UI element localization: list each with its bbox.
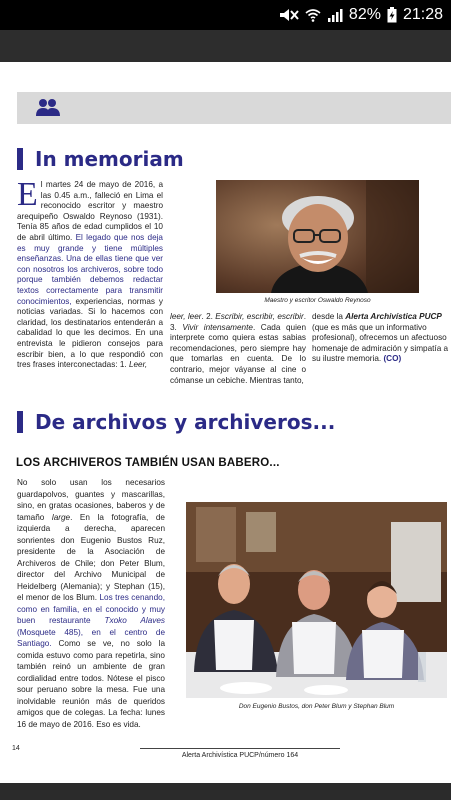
section-title-archivos: De archivos y archiveros... [35,410,336,434]
portrait-caption: Maestro y escritor Oswaldo Reynoso [264,297,371,304]
memoriam-column-3: desde la Alerta Archivística PUCP (que es más que un informativo profesional), ofrecemos un afectuoso homenaje de admiración y simpatía a su ilustre memoria. (CO) [312,312,449,364]
status-bar [0,0,451,30]
dinner-photo [186,502,447,698]
dinner-image [186,502,447,698]
mute-icon [279,8,299,22]
article-subheading: LOS ARCHIVEROS TAMBIÉN USAN BABERO... [16,457,280,469]
portrait-photo [216,180,419,293]
status-icons [279,4,443,26]
section-title-in-memoriam: In memoriam [35,147,184,171]
dinner-caption: Don Eugenio Bustos, don Peter Blum y Stephan Blum [238,703,395,710]
memoriam-column-1: El martes 24 de mayo de 2016, a las 0.45 a.m., falleció en Lima el reconocido escritor y maestro arequipeño Oswaldo Reynoso (1931). Tenía 85 años de edad cumplidos el 10 de abril último. El legado que nos deja es muy grande y tiene múltiples enseñanzas. Una de ellas tiene que ver con nosotros los archiveros, sobre todo porque también debemos redactar textos correctamente para transmitir conocimientos, experiencias, normas y noticias variadas. Si lo hacemos con claridad, los destinatarios entenderán a cabalidad lo que les decimos. En una entrevista le pidieron consejos para escribir bien, a lo que respondió con tres frases interconectadas: 1. Leer, [17,176,163,370]
wifi-icon [305,8,321,22]
header-band [17,92,451,124]
portrait-image [216,180,419,293]
contact-link[interactable]: (CO) [383,354,402,364]
drop-cap: E [17,176,38,213]
battery-charging-icon [387,7,397,23]
archivos-column: No solo usan los necesarios guardapolvos, guantes y mascarillas, sino, en gratas ocasiones, baberos y de tamaño large. En la fotografía, de izquierda a derecha, aparecen sonrientes don Eugenio Bustos Ruz, presidente de la Asociación de Archiveros de Chile; don Peter Blum, director del Archivo Municipal de Heidelberg (Alemania); y Stephan (15), el menor de los Blum. Los tres cenando, como en familia, en el conocido y muy buen restaurante Txoko Alaves (Mosquete 485), en el centro de Santiago. Como se ve, no solo la comida estuvo como para repetirla, sino también reinó un ambiente de gran cordialidad entre todos. Nótese el pisco sour peruano sobre la mesa. Fue una inolvidable reunión más de queridos amigos que de colegas. La fecha: lunes 16 de mayo de 2016. Eso es vida. [17,478,165,729]
section-accent-bar-2 [17,411,23,433]
footer-publication: Alerta Archivística PUCP/número 164 [181,752,299,759]
section-accent-bar [17,148,23,170]
bottom-bar [0,783,451,800]
clock: 21:28 [402,6,443,23]
signal-icon [327,8,343,22]
memoriam-column-2: leer, leer. 2. Escribir, escribir, escribir. 3. Vivir intensamente. Cada quien interprete como quiera estas sabias recomendaciones, pero siempre hay que tomarlas en cuenta. De lo contrario, mejor váyanse al cine o cómanse un cebiche. Mientras tanto, [170,312,306,385]
document-page[interactable] [0,62,451,783]
app-toolbar [0,30,451,62]
people-icon [35,98,61,116]
page-number: 14 [12,745,20,752]
footer-divider [140,748,340,749]
battery-percent: 82% [348,6,381,23]
